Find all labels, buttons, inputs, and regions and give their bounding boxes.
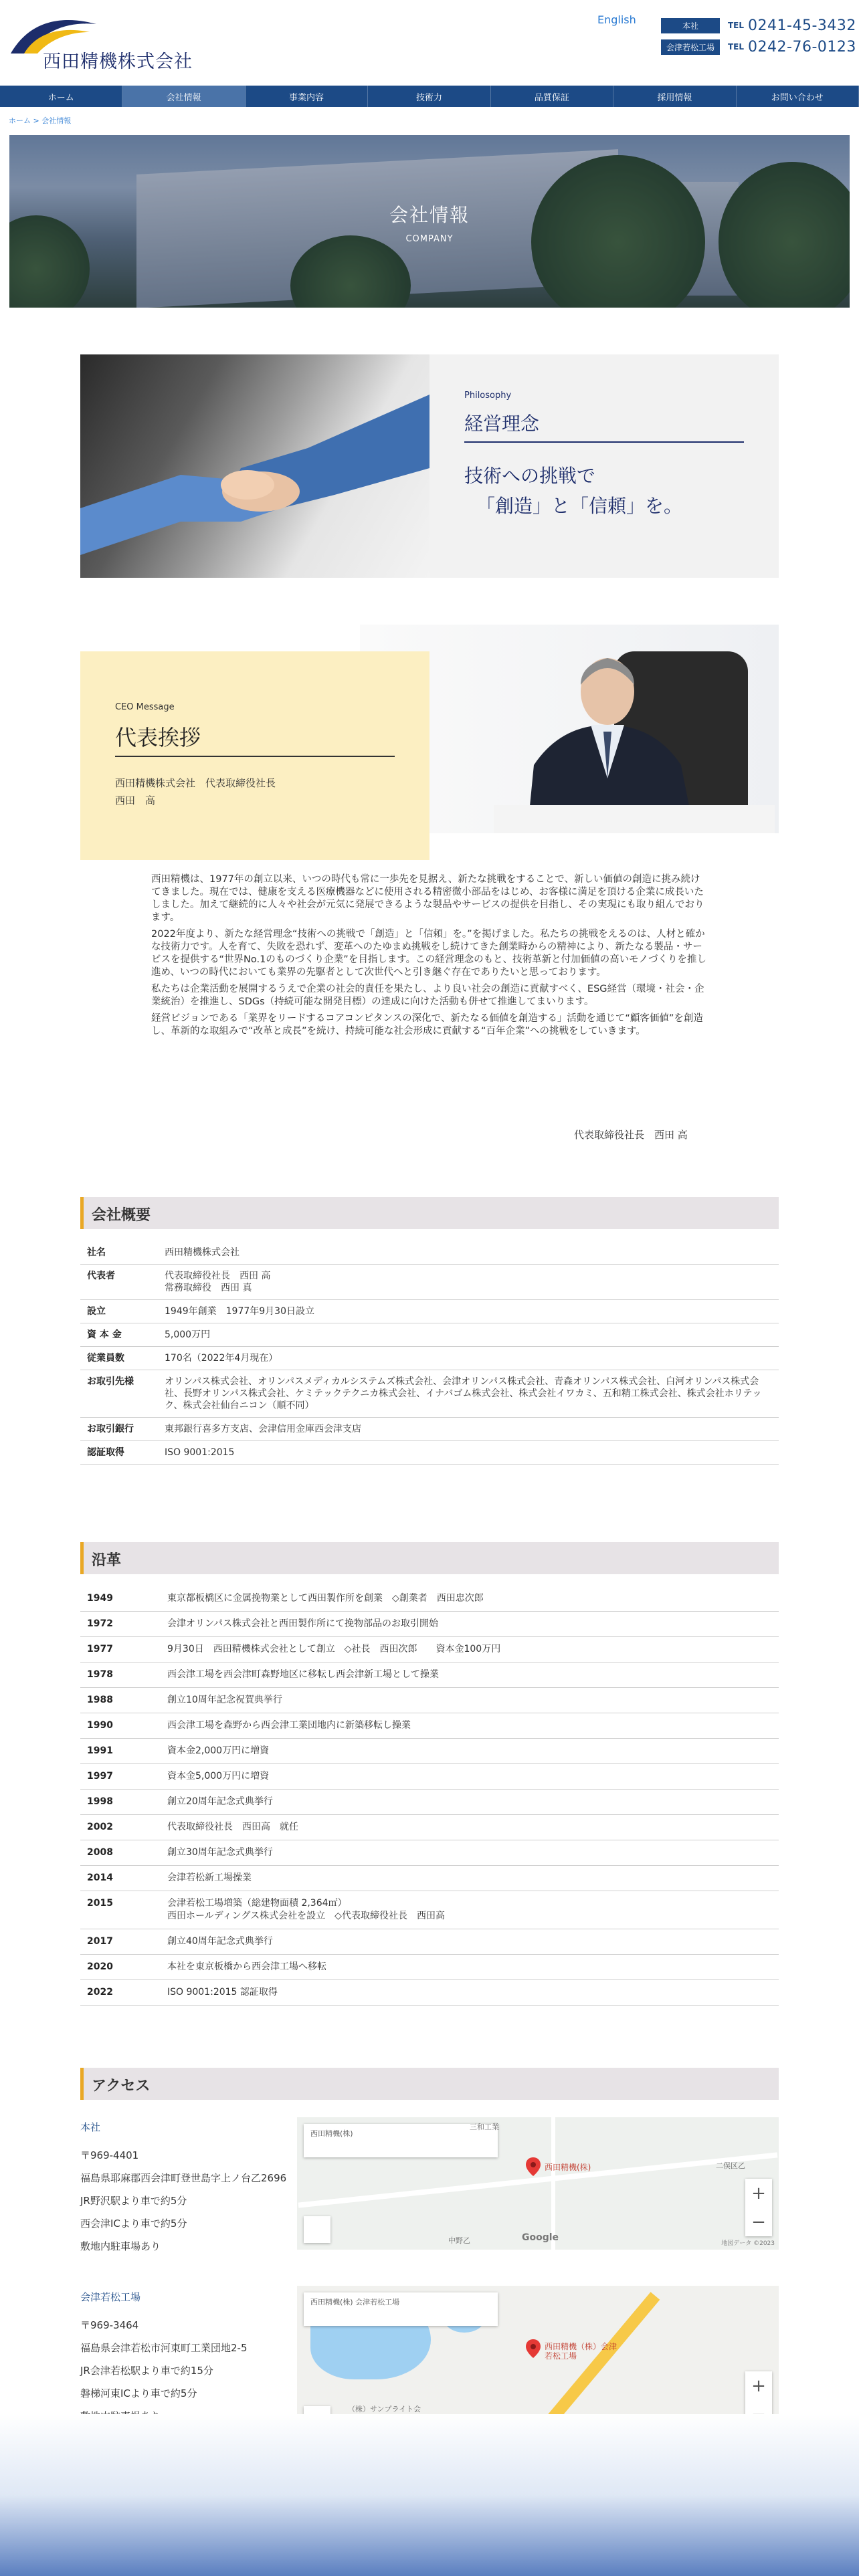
row-value: 本社を東京板橋から西会津工場へ移転 (161, 1955, 779, 1980)
message-paragraph: 経営ビジョンである「業界をリードするコアコンピタンスの深化で、新たなる価値を創造する」活動を通じて“顧客価値”を創造し、革新的な取組みで“改革と成長”を続け、持続可能な社会形成に貢献する“百年企業”への挑戦をしていきます。 (151, 1013, 703, 1037)
row-value: ISO 9001:2015 認証取得 (161, 1980, 779, 2006)
row-label: 1988 (80, 1688, 161, 1713)
site-zip: 〒969-3464 (80, 2319, 139, 2331)
row-label: お取引先様 (80, 1370, 158, 1418)
table-row (80, 1840, 779, 1866)
site-direction: JR会津若松駅より車で約15分 (80, 2365, 213, 2377)
zoom-in-button[interactable]: + (751, 2183, 766, 2204)
table-row (80, 1764, 779, 1790)
map-place-label: 中野乙 (448, 2236, 470, 2245)
street-view-button[interactable] (304, 2216, 330, 2243)
map-zoom-control[interactable] (745, 2179, 772, 2236)
section-title-access: アクセス (80, 2068, 779, 2100)
zoom-in-button[interactable]: + (751, 2375, 766, 2396)
row-value: 資本金2,000万円に増資 (161, 1739, 779, 1764)
main-nav (0, 86, 859, 107)
site-name: 本社 (80, 2121, 101, 2133)
table-row (80, 1790, 779, 1815)
map-place-card[interactable]: 西田精機(株) 会津若松工場 (304, 2292, 498, 2326)
row-value: ISO 9001:2015 (158, 1441, 779, 1465)
map-place-label: 三和工業 (470, 2123, 499, 2131)
access-head-office (80, 2120, 288, 2262)
company-logo[interactable] (11, 12, 211, 72)
section-title-overview: 会社概要 (80, 1197, 779, 1229)
contact-aizu-factory (661, 37, 856, 56)
nav-quality[interactable]: 品質保証 (491, 86, 613, 107)
handshake-image (80, 354, 430, 578)
hero-banner (9, 135, 850, 308)
site-parking: 敷地内駐車場あり (80, 2240, 161, 2252)
contact-tag: 会津若松工場 (661, 39, 720, 55)
ceo-signature: 代表取締役社長 西田 高 (574, 1129, 688, 1141)
row-value: 会津オリンパス株式会社と西田製作所にて挽物部品のお取引開始 (161, 1612, 779, 1637)
nav-business[interactable]: 事業内容 (246, 86, 368, 107)
ceo-message-panel (80, 651, 430, 860)
row-value: 西田精機株式会社 (158, 1241, 779, 1265)
site-direction: JR野沢駅より車で約5分 (80, 2195, 187, 2207)
table-row (80, 1637, 779, 1662)
row-label: お取引銀行 (80, 1418, 158, 1441)
row-value: 会津若松新工場操業 (161, 1866, 779, 1891)
row-label: 1978 (80, 1662, 161, 1688)
map-pin-label: 西田精機(株) (545, 2163, 591, 2172)
philosophy-motto-line2: 「創造」と「信頼」を。 (476, 495, 683, 517)
row-label: 1949 (80, 1586, 161, 1612)
zoom-out-button[interactable]: − (751, 2212, 766, 2232)
section-title-history: 沿革 (80, 1542, 779, 1574)
row-label: 1991 (80, 1739, 161, 1764)
row-value: 5,000万円 (158, 1323, 779, 1347)
row-label: 2015 (80, 1891, 161, 1929)
table-row (80, 1586, 779, 1612)
tel-number-link[interactable]: 0241-45-3432 (748, 17, 856, 34)
site-address: 福島県会津若松市河東町工業団地2-5 (80, 2342, 248, 2354)
row-value: 代表取締役社長 西田 高 常務取締役 西田 真 (158, 1265, 779, 1300)
table-row (80, 1662, 779, 1688)
tel-number-link[interactable]: 0242-76-0123 (748, 38, 856, 56)
row-label: 代表者 (80, 1265, 158, 1300)
row-value: 創立10周年記念祝賀典挙行 (161, 1688, 779, 1713)
row-label: 社名 (80, 1241, 158, 1265)
row-value: 西会津工場を西会津町森野地区に移転し西会津新工場として操業 (161, 1662, 779, 1688)
row-label: 2014 (80, 1866, 161, 1891)
site-direction: 磐梯河東ICより車で約5分 (80, 2387, 197, 2399)
row-label: 2002 (80, 1815, 161, 1840)
table-row (80, 1241, 779, 1265)
row-value: 東京都板橋区に金属挽物業として西田製作所を創業 ◇創業者 西田忠次郎 (161, 1586, 779, 1612)
site-zip: 〒969-4401 (80, 2149, 139, 2161)
row-value: 創立20周年記念式典挙行 (161, 1790, 779, 1815)
row-value: 会津若松工場増築（総建物面積 2,364㎡） 西田ホールディングス株式会社を設立 ◇代表取締役社長 西田高 (161, 1891, 779, 1929)
page-subtitle: COMPANY (405, 234, 454, 244)
map-place-label: 二俣区乙 (716, 2161, 745, 2170)
tel-label: TEL (728, 21, 745, 30)
message-paragraph: 私たちは企業活動を展開するうえで企業の社会的責任を果たし、より良い社会の創造に貢献すべく、ESG経営（環境・社会・企業統治）を推進し、SDGs（持続可能な開発目標）の達成に向けた活動も併せて推進してまいります。 (151, 984, 704, 1007)
table-row (80, 1891, 779, 1929)
row-label: 1977 (80, 1637, 161, 1662)
row-value: オリンパス株式会社、オリンパスメディカルシステムズ株式会社、会津オリンパス株式会社、青森オリンパス株式会社、白河オリンパス株式会社、長野オリンパス株式会社、ケミテックテクニカ株式会社、イナバゴム株式会社、株式会社イワカミ、五和精工株式会社、株式会社ホリテック、株式会社仙台ニコン（順不同） (158, 1370, 779, 1418)
row-label: 2020 (80, 1955, 161, 1980)
history-table (80, 1586, 779, 2006)
site-address: 福島県耶麻郡西会津町登世島字上ノ台乙2696 (80, 2172, 287, 2184)
nav-recruit[interactable]: 採用情報 (613, 86, 736, 107)
philosophy-title: 経営理念 (464, 413, 540, 435)
row-label: 1998 (80, 1790, 161, 1815)
table-row (80, 1347, 779, 1370)
table-row (80, 1815, 779, 1840)
table-row (80, 1370, 779, 1418)
english-link[interactable]: English (597, 13, 636, 26)
table-row (80, 1955, 779, 1980)
ceo-message-body (151, 873, 708, 1042)
tel-label: TEL (728, 42, 745, 51)
row-label: 1997 (80, 1764, 161, 1790)
philosophy-panel (430, 354, 779, 578)
nav-company[interactable]: 会社情報 (122, 86, 245, 107)
table-row (80, 1980, 779, 2006)
contact-tag: 本社 (661, 18, 720, 33)
ceo-en-label: CEO Message (115, 702, 175, 712)
divider (115, 756, 395, 757)
nav-home[interactable]: ホーム (0, 86, 122, 107)
row-value: 9月30日 西田精機株式会社として創立 ◇社長 西田次郎 資本金100万円 (161, 1637, 779, 1662)
map-pin-icon[interactable] (526, 2157, 541, 2176)
message-paragraph: 西田精機は、1977年の創立以来、いつの時代も常に一歩先を見据え、新たな挑戦をすることで、新しい価値の創造に挑み続けてきました。現在では、健康を支える医療機器などに使用される精密微小部品をはじめ、お客様に満足を頂ける企業に成長いたしました。加えて継続的に人々や社会が元気に発展できるような製品やサービスの提供を目指し、その実現にも取り組んでおります。 (151, 874, 704, 923)
nav-contact[interactable]: お問い合わせ (737, 86, 859, 107)
row-label: 2008 (80, 1840, 161, 1866)
map-pin-label: 西田精機（株）会津若松工場 (545, 2342, 617, 2361)
logo-text: 西田精機株式会社 (43, 51, 193, 72)
philosophy-motto-line1: 技術への挑戦で (464, 465, 596, 487)
message-paragraph: 2022年度より、新たな経営理念“技術への挑戦で「創造」と「信頼」を。”を掲げました。私たちの挑戦をえるのは、人材と確かな技術力です。人を育て、失敗を恐れず、変革へのたゆまぬ挑戦をし続けてきた創業時からの精神により、新たなる製品・サービスを提供する“世界No.1のものづくり企業”を目指します。この経営理念のもと、技術革新と付加価値の高いモノづくりを推し進め、いつの時代においても業界の先駆者として次世代へと引き継ぐ存在でありたいと思っております。 (151, 929, 707, 978)
row-value: 代表取締役社長 西田高 就任 (161, 1815, 779, 1840)
row-label: 1990 (80, 1713, 161, 1739)
table-row (80, 1418, 779, 1441)
row-value: 創立30周年記念式典挙行 (161, 1840, 779, 1866)
row-label: 1972 (80, 1612, 161, 1637)
table-row (80, 1265, 779, 1300)
map-pin-icon[interactable] (526, 2339, 541, 2358)
row-value: 東邦銀行喜多方支店、会津信用金庫西会津支店 (158, 1418, 779, 1441)
table-row (80, 1688, 779, 1713)
map-attribution[interactable]: 地図データ ©2023 (721, 2240, 775, 2247)
ceo-name: 西田 高 (115, 794, 156, 807)
table-row (80, 1612, 779, 1637)
company-overview-table (80, 1241, 779, 1465)
row-label: 認証取得 (80, 1441, 158, 1465)
site-header (0, 0, 859, 86)
table-row (80, 1441, 779, 1465)
row-value: 1949年創業 1977年9月30日設立 (158, 1300, 779, 1323)
nav-technology[interactable]: 技術力 (368, 86, 490, 107)
google-logo: Google (522, 2232, 559, 2243)
ceo-company-role: 西田精機株式会社 代表取締役社長 (115, 777, 276, 789)
row-label: 資 本 金 (80, 1323, 158, 1347)
access-aizu-factory (80, 2290, 288, 2432)
row-label: 従業員数 (80, 1347, 158, 1370)
table-row (80, 1300, 779, 1323)
table-row (80, 1323, 779, 1347)
row-value: 資本金5,000万円に増資 (161, 1764, 779, 1790)
row-value: 創立40周年記念式典挙行 (161, 1929, 779, 1955)
table-row (80, 1929, 779, 1955)
table-row (80, 1713, 779, 1739)
site-name: 会津若松工場 (80, 2291, 141, 2303)
row-label: 設立 (80, 1300, 158, 1323)
table-row (80, 1866, 779, 1891)
philosophy-en-label: Philosophy (464, 391, 512, 401)
row-label: 2017 (80, 1929, 161, 1955)
ceo-title: 代表挨拶 (115, 725, 201, 750)
breadcrumb[interactable]: ホーム > 会社情報 (9, 116, 72, 125)
divider (464, 441, 744, 443)
map-head-office[interactable] (297, 2117, 779, 2250)
contact-head-office (661, 16, 856, 35)
map-place-label: （株）サンプライト会 (348, 2405, 421, 2413)
map-place-card[interactable]: 西田精機(株) (304, 2124, 498, 2157)
row-value: 170名（2022年4月現在） (158, 1347, 779, 1370)
table-row (80, 1739, 779, 1764)
footer-gradient (0, 2414, 859, 2576)
page-title: 会社情報 (389, 204, 470, 226)
site-direction: 西会津ICより車で約5分 (80, 2218, 187, 2230)
row-value: 西会津工場を森野から西会津工業団地内に新築移転し操業 (161, 1713, 779, 1739)
row-label: 2022 (80, 1980, 161, 2006)
